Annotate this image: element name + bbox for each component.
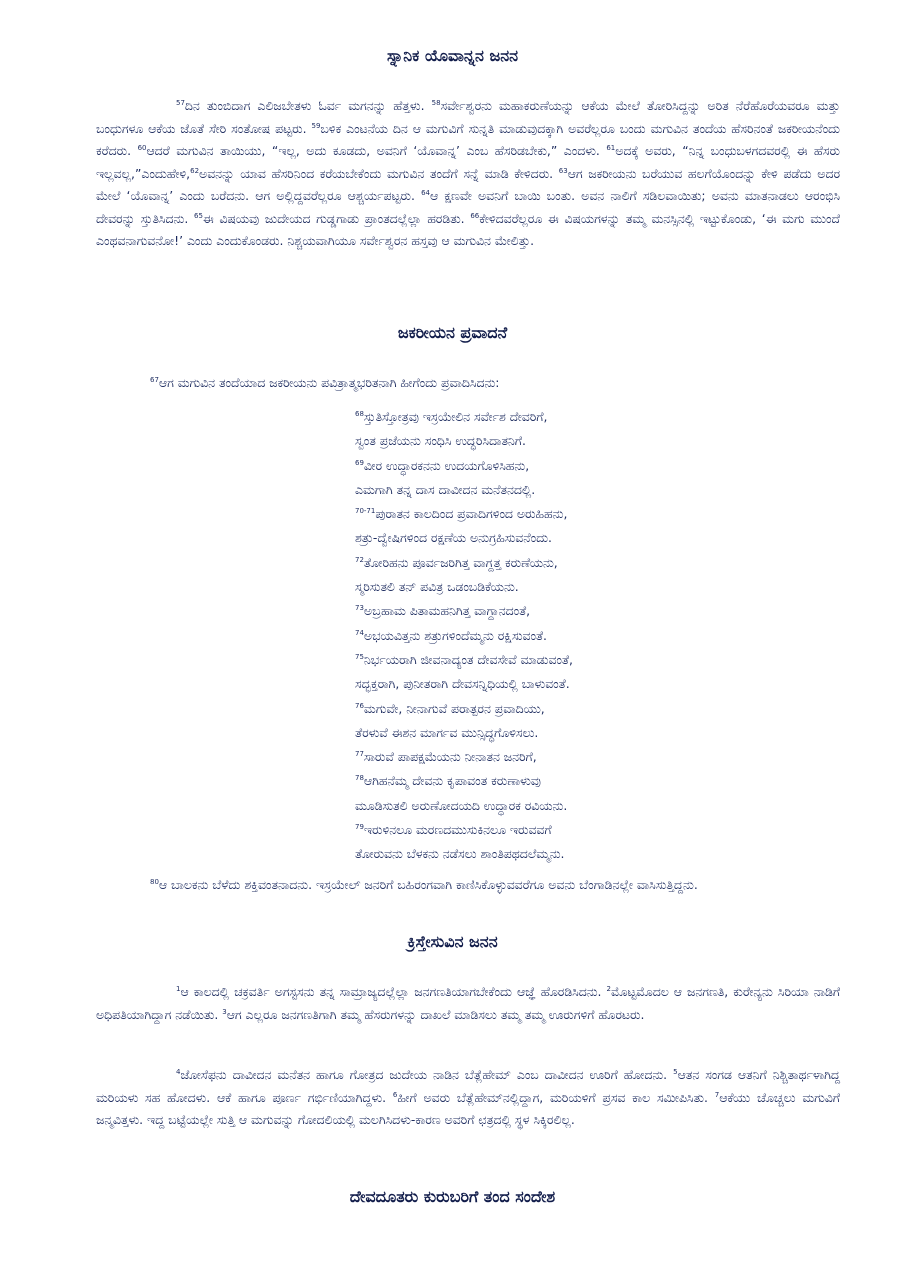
verse-text: ಆಕೆಯು ಚೊಚ್ಚಲು ಮಗುವಿಗೆ ಜನ್ಮವಿತ್ತಳು. ಇದ್ದ ಬಟ್ಟೆಯಲ್ಲೇ ಸುತ್ತಿ ಆ ಮಗುವನ್ನು ಗೋದಲಿಯಲ್ಲಿ ಮಲಗಿಸಿದಳು-ಕಾರಣ ಅವರಿಗೆ ಛತ್ರದಲ್ಲಿ ಸ್ಥಳ ಸಿಕ್ಕಿರಲಿಲ್ಲ. (96, 1089, 840, 1127)
verse-number: 73 (355, 604, 364, 613)
verse-number: 79 (355, 822, 364, 831)
verse-text: ದಿನ ತುಂಬಿದಾಗ ಎಲಿಜಬೇತಳು ಓರ್ವ ಮಗನನ್ನು ಹೆತ್ತಳು. (184, 98, 432, 113)
verse-number: 67 (150, 375, 159, 384)
verse-number: 75 (355, 652, 364, 661)
prophecy-poem (355, 405, 855, 867)
poem-line (355, 794, 855, 818)
verse-number: 68 (355, 409, 364, 418)
verse-text: ಸ್ಮರಿಸುತಲಿ ತನ್ ಪವಿತ್ರ ಒಡಂಬಡಿಕೆಯನು. (355, 579, 519, 595)
section-heading-zechariah-prophecy: ಜಕರೀಯನ ಪ್ರವಾದನೆ (397, 323, 508, 342)
poem-line (355, 405, 855, 429)
verse-number: 61 (606, 143, 616, 152)
verse-text: ಆತನ ಸಂಗಡ ಆತನಿಗೆ ನಿಶ್ಚಿತಾರ್ಥಳಾಗಿದ್ದ ಮರಿಯಳು ಸಹ ಹೋದಳು. ಆಕೆ ಹಾಗೂ ಪೂರ್ಣ ಗರ್ಭಿಣಿಯಾಗಿದ್ದಳು. (96, 1067, 840, 1105)
verse-text: ಸರ್ವೇಶ್ವರನು ಮಹಾಕರುಣೆಯನ್ನು ಆಕೆಯ ಮೇಲೆ ತೋರಿಸಿದ್ದನ್ನು ಅರಿತ ನೆರೆಹೊರೆಯವರೂ ಮತ್ತು ಬಂಧುಗಳೂ ಆಕೆಯ ಜೊತೆ ಸೇರಿ ಸಂತೋಷ ಪಟ್ಟರು. (96, 98, 840, 136)
poem-line (355, 454, 855, 478)
verse-number: 65 (193, 211, 203, 220)
paragraph-joseph-mary (96, 1064, 840, 1132)
verse-text: ಜೋಸೆಫನು ದಾವೀದನ ಮನೆತನ ಹಾಗೂ ಗೋತ್ರದ ಜುದೇಯ ನಾಡಿನ ಬೆತ್ಲೆಹೇಮ್ ಎಂಬ ದಾವೀದನ ಊರಿಗೆ ಹೋದನು. (180, 1067, 674, 1082)
poem-line (355, 769, 855, 793)
verse-text: ಸ್ವಂತ ಪ್ರಜೆಯನು ಸಂಧಿಸಿ ಉದ್ಧರಿಸಿದಾತನಿಗೆ. (355, 433, 526, 449)
verse-text: ಈ ವಿಷಯವು ಜುದೇಯದ ಗುಡ್ಡಗಾಡು ಪ್ರಾಂತದಲ್ಲೆಲ್ಲಾ ಹರಡಿತು. (202, 210, 471, 226)
verse-text: ಶತ್ರು-ದ್ವೇಷಿಗಳಿಂದ ರಕ್ಷಣೆಯ ಅನುಗ್ರಹಿಸುವನೆಂದು. (355, 530, 552, 546)
verse-text: ಆ ಕ್ಷಣವೇ ಅವನಿಗೆ ಬಾಯಿ ಬಂತು. ಅವನ ನಾಲಿಗೆ ಸಡಿಲವಾಯಿತು; ಅವನು ಮಾತನಾಡಲು ಆರಂಭಿಸಿ ದೇವರನ್ನು ಸ್ತುತಿಸಿದನು. (96, 188, 840, 226)
poem-line (355, 575, 855, 599)
verse-number: 62 (190, 166, 200, 175)
poem-line (355, 648, 855, 672)
poem-line (355, 672, 855, 696)
verse-number: 59 (311, 121, 321, 130)
verse-number: 1 (176, 984, 181, 993)
section-heading-birth-of-john: ಸ್ನಾನಿಕ ಯೊವಾನ್ನನ ಜನನ (386, 46, 518, 65)
verse-text: ಬಳಿಕ ಎಂಟನೆಯ ದಿನ ಆ ಮಗುವಿಗೆ ಸುನ್ನತಿ ಮಾಡುವುದಕ್ಕಾಗಿ ಅವರೆಲ್ಲರೂ ಬಂದು ಮಗುವಿನ ತಂದೆಯ ಹೆಸರಿನಂತೆ ಜಕರೀಯನೆಂದು ಕರೆದರು. (96, 120, 841, 158)
section-heading-birth-of-jesus: ಕ್ರಿಸ್ತೇಸುವಿನ ಜನನ (407, 932, 498, 951)
verse-text: ಆಗಿಹನೆಮ್ಮ ದೇವನು ಕೃಪಾವಂತ ಕರುಣಾಳುವು (363, 773, 541, 789)
verse-text: ಸದ್ಭಕ್ತರಾಗಿ, ಪುನೀತರಾಗಿ ದೇವಸನ್ನಿಧಿಯಲ್ಲಿ ಬಾಳುವಂತೆ. (355, 676, 570, 692)
poem-line (355, 551, 855, 575)
verse-text: ಅಬ್ರಹಾಮ ಪಿತಾಮಹನಿಗಿತ್ತ ವಾಗ್ದಾನದಂತೆ, (363, 603, 531, 619)
verse-text: ಹೀಗೆ ಅವರು ಬೆತ್ಲೆಹೇಮ್‌ನಲ್ಲಿದ್ದಾಗ, ಮರಿಯಳಿಗೆ ಪ್ರಸವ ಕಾಲ ಸಮೀಪಿಸಿತು. (397, 1089, 715, 1105)
verse-text: ಅಭಯವಿತ್ತನು ಶತ್ರುಗಳಿಂದೆಮ್ಮನು ರಕ್ಷಿಸುವಂತೆ. (363, 627, 547, 643)
verse-text: ಪುರಾತನ ಕಾಲದಿಂದ ಪ್ರವಾದಿಗಳಿಂದ ಅರುಹಿಹನು, (375, 506, 568, 522)
verse-number: 7 (714, 1090, 720, 1099)
poem-line (355, 721, 855, 745)
verse-number: 60 (137, 143, 147, 152)
verse-number: 74 (355, 628, 364, 637)
verse-text: ಆ ಕಾಲದಲ್ಲಿ ಚಕ್ರವರ್ತಿ ಅಗಸ್ಟಸನು ತನ್ನ ಸಾಮ್ರಾಜ್ಯದಲ್ಲೆಲ್ಲಾ ಜನಗಣತಿಯಾಗಬೇಕೆಂದು ಆಜ್ಞೆ ಹೊರಡಿಸಿದನು. (180, 984, 607, 999)
verse-number: 64 (421, 188, 430, 197)
verse-text: ಮೊಟ್ಟಮೊದಲ ಆ ಜನಗಣತಿ, ಕುರೇನ್ಯನು ಸಿರಿಯಾ ನಾಡಿಗೆ ಅಧಿಪತಿಯಾಗಿದ್ದಾಗ ನಡೆಯಿತು. (96, 984, 841, 1022)
poem-line (355, 624, 855, 648)
verse-number: 4 (176, 1067, 181, 1076)
poem-line (355, 478, 855, 502)
verse-number: 3 (222, 1007, 227, 1016)
verse-number: 77 (355, 750, 364, 759)
paragraph-birth-of-john (96, 95, 840, 253)
verse-text: ಆದರೆ ಮಗುವಿನ ತಾಯಿಯು, “ಇಲ್ಲ, ಅದು ಕೂಡದು, ಅವನಿಗೆ ‘ಯೊವಾನ್ನ’ ಎಂಬ ಹೆಸರಿಡಬೇಕು,” ಎಂದಳು. (146, 143, 607, 158)
verse-text: ಅದಕ್ಕೆ ಅವರು, “ನಿನ್ನ ಬಂಧುಬಳಗದವರಲ್ಲಿ ಈ ಹೆಸರು ಇಲ್ಲವಲ್ಲ,”ಎಂದುಹೇಳಿ, (96, 143, 840, 181)
verse-number: 63 (558, 166, 568, 175)
verse-text: ಎಮಗಾಗಿ ತನ್ನ ದಾಸ ದಾವೀದನ ಮನೆತನದಲ್ಲಿ. (355, 481, 536, 497)
verse-text: ತೆರಳುವೆ ಈಶನ ಮಾರ್ಗವ ಮುನ್ಸಿದ್ಧಗೊಳಿಸಲು. (355, 724, 539, 740)
verse-text: ಆಗ ಎಲ್ಲರೂ ಜನಗಣತಿಗಾಗಿ ತಮ್ಮ ಹೆಸರುಗಳನ್ನು ದಾಖಲೆ ಮಾಡಿಸಲು ತಮ್ಮ ತಮ್ಮ ಊರುಗಳಿಗೆ ಹೊರಟರು. (226, 1006, 645, 1022)
paragraph-child-grew (150, 874, 850, 896)
verse-number: 72 (355, 555, 364, 564)
paragraph-census (96, 981, 840, 1026)
poem-line (355, 429, 855, 453)
poem-line (355, 818, 855, 842)
verse-text: ನಿರ್ಭಯರಾಗಿ ಜೀವನಾದ್ಯಂತ ದೇವಸೇವೆ ಮಾಡುವಂತೆ, (363, 651, 573, 667)
verse-text: ತೋರುವನು ಬೆಳಕನು ನಡೆಸಲು ಶಾಂತಿಪಥದಲೆಮ್ಮನು. (355, 846, 565, 862)
verse-text: ಆ ಬಾಲಕನು ಬೆಳೆದು ಶಕ್ತಿವಂತನಾದನು. ಇಸ್ರಯೇಲ್ ಜನರಿಗೆ ಬಹಿರಂಗವಾಗಿ ಕಾಣಿಸಿಕೊಳ್ಳುವವರೆಗೂ ಅವನು ಬೆಂಗಾಡಿನಲ್ಲೇ ವಾಸಿಸುತ್ತಿದ್ದನು. (158, 877, 698, 892)
verse-text: ಆಗ ಮಗುವಿನ ತಂದೆಯಾದ ಜಕರೀಯನು ಪವಿತ್ರಾತ್ಮಭರಿತನಾಗಿ ಹೀಗೆಂದು ಪ್ರವಾದಿಸಿದನು: (158, 375, 500, 390)
verse-number: 6 (392, 1090, 398, 1099)
verse-number: 78 (355, 774, 364, 783)
poem-line (355, 745, 855, 769)
verse-text: ಸಾರುವೆ ಪಾಪಕ್ಷಮೆಯನು ನೀನಾತನ ಜನರಿಗೆ, (363, 749, 537, 765)
poem-line (355, 599, 855, 623)
poem-line (355, 842, 855, 866)
verse-number: 69 (355, 458, 364, 467)
verse-text: ವೀರ ಉದ್ಧಾರಕನನು ಉದಯಗೊಳಿಸಿಹನು, (363, 457, 530, 473)
verse-text: ಅವನನ್ನು ಯಾವ ಹೆಸರಿನಿಂದ ಕರೆಯಬೇಕೆಂದು ಮಗುವಿನ ತಂದೆಗೆ ಸನ್ನೆ ಮಾಡಿ ಕೇಳಿದರು. (199, 165, 559, 181)
verse-number: 80 (150, 877, 159, 886)
verse-text: ಮೂಡಿಸುತಲಿ ಅರುಣೋದಯದಿ ಉದ್ಧಾರಕ ರವಿಯನು. (355, 797, 568, 813)
verse-number: 2 (606, 984, 612, 993)
verse-text: ತೋರಿಹನು ಪೂರ್ವಜರಿಗಿತ್ತ ವಾಗ್ದತ್ತ ಕರುಣೆಯನು, (363, 554, 558, 570)
verse-number: 76 (355, 701, 364, 710)
paragraph-prophecy-intro (150, 372, 850, 394)
section-heading-angels-to-shepherds: ದೇವದೂತರು ಕುರುಬರಿಗೆ ತಂದ ಸಂದೇಶ (349, 1187, 556, 1206)
verse-number: 70-71 (355, 507, 376, 516)
verse-text: ಸ್ತುತಿಸ್ತೋತ್ರವು ಇಸ್ರಯೇಲಿನ ಸರ್ವೇಶ ದೇವರಿಗೆ, (363, 409, 548, 424)
verse-text: ಆಗ ಜಕರೀಯನು ಬರೆಯುವ ಹಲಗೆಯೊಂದನ್ನು ಕೇಳಿ ಪಡೆದು ಅದರ ಮೇಲೆ ‘ಯೊವಾನ್ನ’ ಎಂದು ಬರೆದನು. ಆಗ ಅಲ್ಲಿದ್ದವರೆಲ್ಲರೂ ಆಶ್ಚರ್ಯಪಟ್ಟರು. (96, 165, 841, 203)
poem-line (355, 502, 855, 526)
poem-line (355, 697, 855, 721)
verse-number: 5 (673, 1067, 678, 1076)
verse-text: ಮಗುವೇ, ನೀನಾಗುವೆ ಪರಾತ್ಪರನ ಪ್ರವಾದಿಯು, (363, 700, 545, 716)
verse-text: ಕೇಳಿದವರೆಲ್ಲರೂ ಈ ವಿಷಯಗಳನ್ನು ತಮ್ಮ ಮನಸ್ಸಿನಲ್ಲಿ ಇಟ್ಟುಕೊಂಡು, ‘ಈ ಮಗು ಮುಂದೆ ಎಂಥವನಾಗುವನೋ!’ ಎಂದು ಎಂದುಕೊಂಡರು. ನಿಶ್ಚಯವಾಗಿಯೂ ಸರ್ವೇಶ್ವರನ ಹಸ್ತವು ಆ ಮಗುವಿನ ಮೇಲಿತ್ತು. (96, 210, 841, 248)
verse-text: ಇರುಳಿನಲೂ ಮರಣದಮುಸುಕಿನಲೂ ಇರುವವಗೆ (363, 822, 552, 838)
verse-number: 57 (176, 98, 185, 107)
poem-line (355, 526, 855, 550)
verse-number: 58 (431, 98, 441, 107)
verse-number: 66 (470, 211, 480, 220)
